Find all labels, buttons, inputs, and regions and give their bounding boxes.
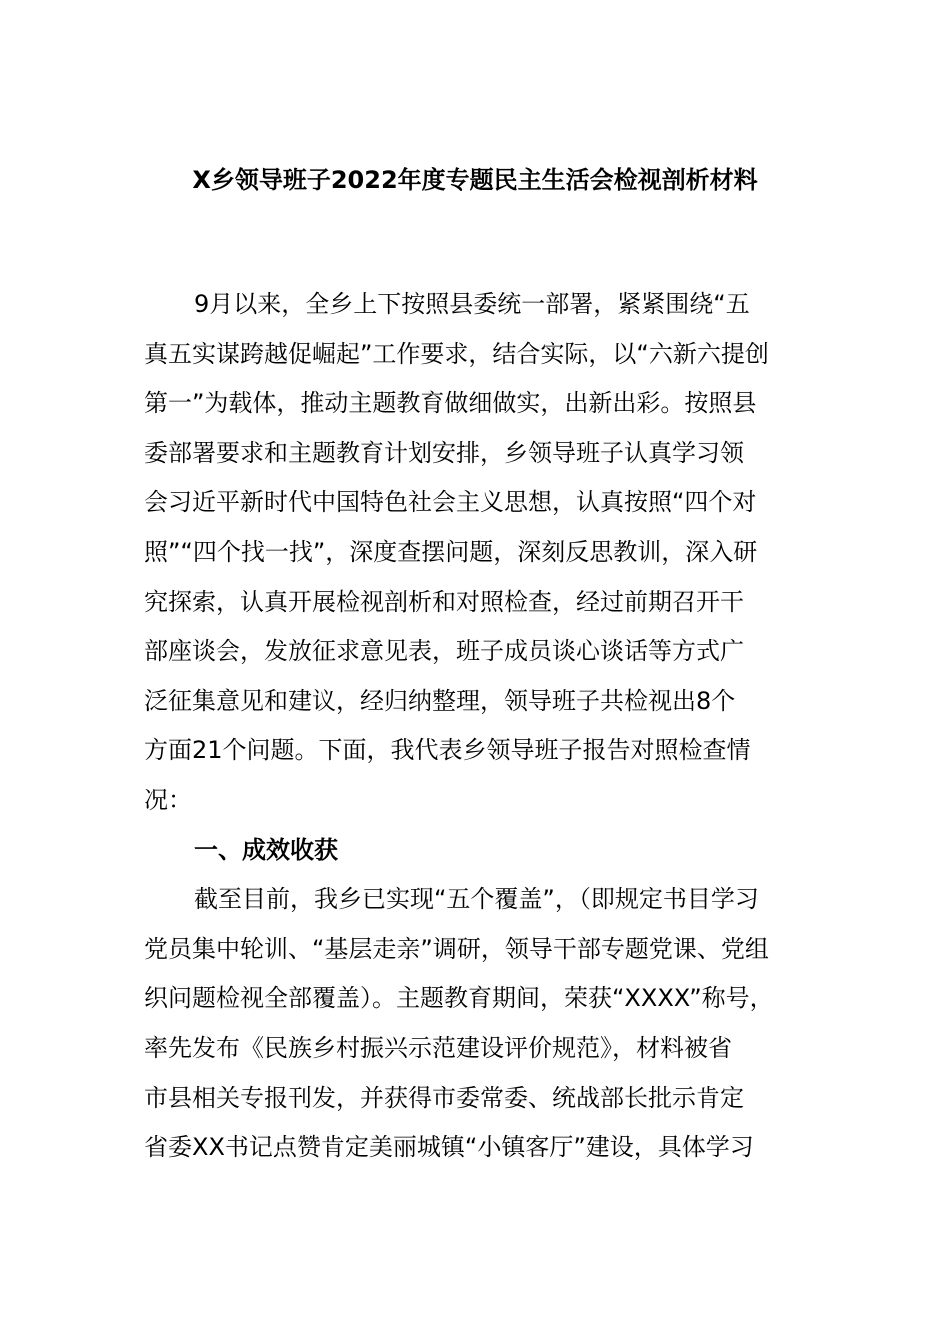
paragraph-line: 部座谈会，发放征求意见表，班子成员谈心谈话等方式广 — [144, 637, 744, 666]
paragraph-line: 照”“四个找一找”，深度查摆问题，深刻反思教训，深入研 — [144, 537, 758, 566]
paragraph-line: 方面21个问题。下面，我代表乡领导班子报告对照检查情 — [144, 736, 751, 765]
paragraph-intro — [144, 280, 814, 826]
paragraph-achievements — [144, 875, 814, 1173]
paragraph-line: 截至目前，我乡已实现“五个覆盖”，（即规定书目学习 — [194, 885, 759, 914]
paragraph-line: 市县相关专报刊发，并获得市委常委、统战部长批示肯定 — [144, 1083, 744, 1112]
paragraph-line: 率先发布《民族乡村振兴示范建设评价规范》，材料被省 — [144, 1033, 732, 1062]
paragraph-line: 真五实谋跨越促崛起”工作要求，结合实际，以“六新六提创 — [144, 339, 769, 368]
paragraph-line: 会习近平新时代中国特色社会主义思想，认真按照“四个对 — [144, 488, 757, 517]
paragraph-line: 泛征集意见和建议，经归纳整理，领导班子共检视出8个 — [144, 686, 736, 715]
paragraph-line: 况： — [144, 785, 192, 814]
document-title: X乡领导班子2022年度专题民主生活会检视剖析材料 — [192, 166, 758, 194]
paragraph-line: 究探索，认真开展检视剖析和对照检查，经过前期召开干 — [144, 587, 744, 616]
paragraph-line: 委部署要求和主题教育计划安排，乡领导班子认真学习领 — [144, 438, 744, 467]
paragraph-line: 9月以来，全乡上下按照县委统一部署，紧紧围绕“五 — [194, 290, 750, 318]
paragraph-line: 省委XX书记点赞肯定美丽城镇“小镇客厅”建设，具体学习 — [144, 1133, 754, 1162]
paragraph-line: 织问题检视全部覆盖）。主题教育期间，荣获“XXXX”称号， — [144, 984, 774, 1013]
document-body — [144, 280, 814, 1173]
paragraph-line: 党员集中轮训、“基层走亲”调研，领导干部专题党课、党组 — [144, 934, 769, 963]
paragraph-line: 第一”为载体，推动主题教育做细做实，出新出彩。按照县 — [144, 389, 757, 418]
section-heading: 一、成效收获 — [194, 835, 338, 864]
